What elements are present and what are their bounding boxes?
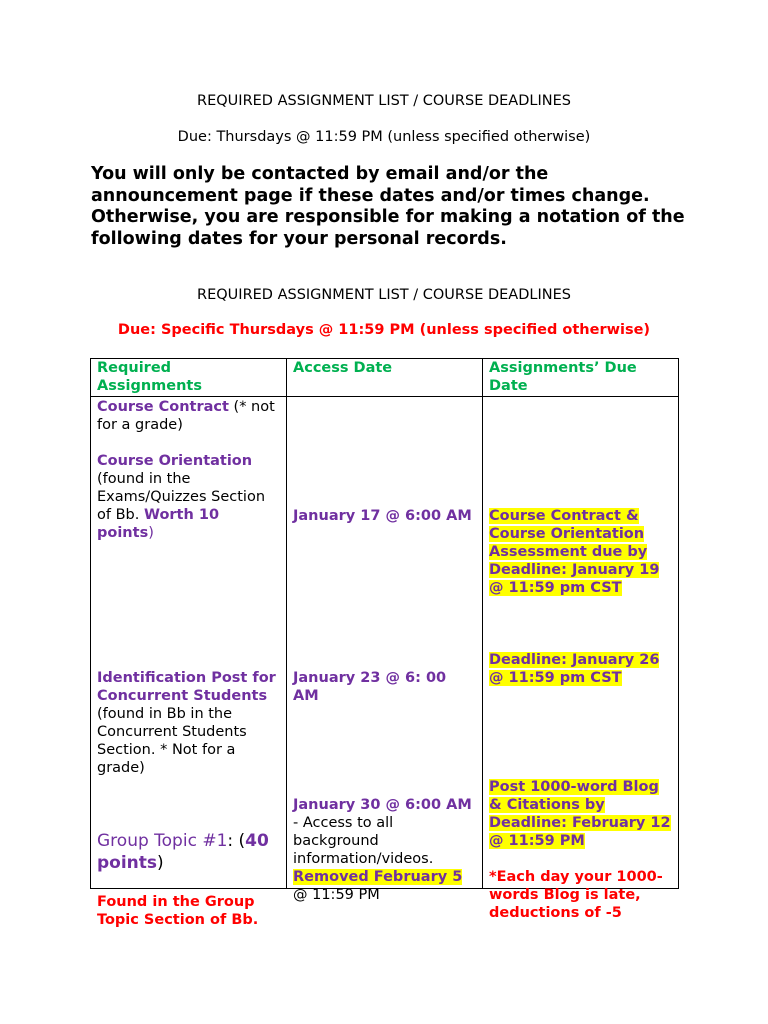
course-orientation-points: Worth 10 points — [97, 507, 220, 541]
group-topic-location: Found in the Group Topic Section of Bb. — [97, 894, 259, 928]
due-date-2 — [489, 651, 672, 687]
due-date-1 — [489, 507, 672, 597]
course-contract-note: (* not for a grade) — [97, 399, 275, 433]
group-topic-name: Group Topic #1 — [97, 831, 228, 851]
access-date-3-note: - Access to all background information/videos. — [293, 815, 434, 867]
group-topic-close: ) — [157, 853, 164, 873]
group-topic-points: 40 points — [97, 831, 269, 873]
due-date-1-text: Course Contract & Course Orientation Assessment due by Deadline: January 19 @ 11:59 pm CST — [489, 508, 660, 596]
course-contract-name: Course Contract — [97, 399, 229, 415]
access-date-3 — [293, 796, 476, 904]
heading-assignment-list-2: REQUIRED ASSIGNMENT LIST / COURSE DEADLINES — [197, 287, 571, 303]
header-due-date: Assignments’ Due Date — [483, 359, 679, 397]
due-specific-line: Due: Specific Thursdays @ 11:59 PM (unless specified otherwise) — [117, 322, 651, 338]
due-date-cell — [483, 397, 679, 921]
course-orientation-name: Course Orientation — [97, 453, 253, 469]
header-required-assignments: Required Assignments — [91, 359, 287, 397]
access-date-2: January 23 @ 6: 00 AM — [293, 670, 447, 704]
identification-post-entry — [97, 669, 280, 777]
group-topic-colon: : ( — [227, 831, 246, 851]
contact-notice: You will only be contacted by email and/or the announcement page if these dates and/or times change. Otherwise, you are responsible for making a notation of the following dates for your personal records. — [91, 164, 685, 249]
access-date-cell — [287, 397, 483, 903]
table-header-row — [91, 359, 679, 397]
identification-post-name: Identification Post for Concurrent Students — [97, 670, 276, 704]
access-date-1: January 17 @ 6:00 AM — [293, 508, 472, 524]
late-penalty-note: *Each day your 1000-words Blog is late, deductions of -5 — [489, 869, 663, 921]
course-orientation-entry — [97, 452, 280, 542]
group-topic-entry — [97, 830, 280, 874]
access-date-3-date: January 30 @ 6:00 AM — [293, 797, 472, 813]
removed-time: @ 11:59 PM — [293, 887, 380, 903]
due-date-3-text: Post 1000-word Blog & Citations by Deadline: February 12 @ 11:59 PM — [489, 779, 671, 849]
due-line: Due: Thursdays @ 11:59 PM (unless specified otherwise) — [177, 129, 591, 145]
due-date-3 — [489, 778, 672, 850]
assignments-cell — [91, 397, 287, 928]
heading-assignment-list: REQUIRED ASSIGNMENT LIST / COURSE DEADLINES — [197, 93, 571, 109]
table-row — [91, 397, 679, 889]
header-access-date: Access Date — [287, 359, 483, 397]
course-orientation-close: ) — [148, 525, 154, 541]
due-date-2-text: Deadline: January 26 @ 11:59 pm CST — [489, 652, 660, 686]
course-orientation-note: (found in the Exams/Quizzes Section of Bb. — [97, 471, 266, 523]
assignment-table — [90, 358, 679, 928]
identification-post-note: (found in Bb in the Concurrent Students Section. * Not for a grade) — [97, 706, 247, 776]
removed-date: Removed February 5 — [293, 869, 463, 885]
course-contract-entry — [97, 398, 280, 434]
